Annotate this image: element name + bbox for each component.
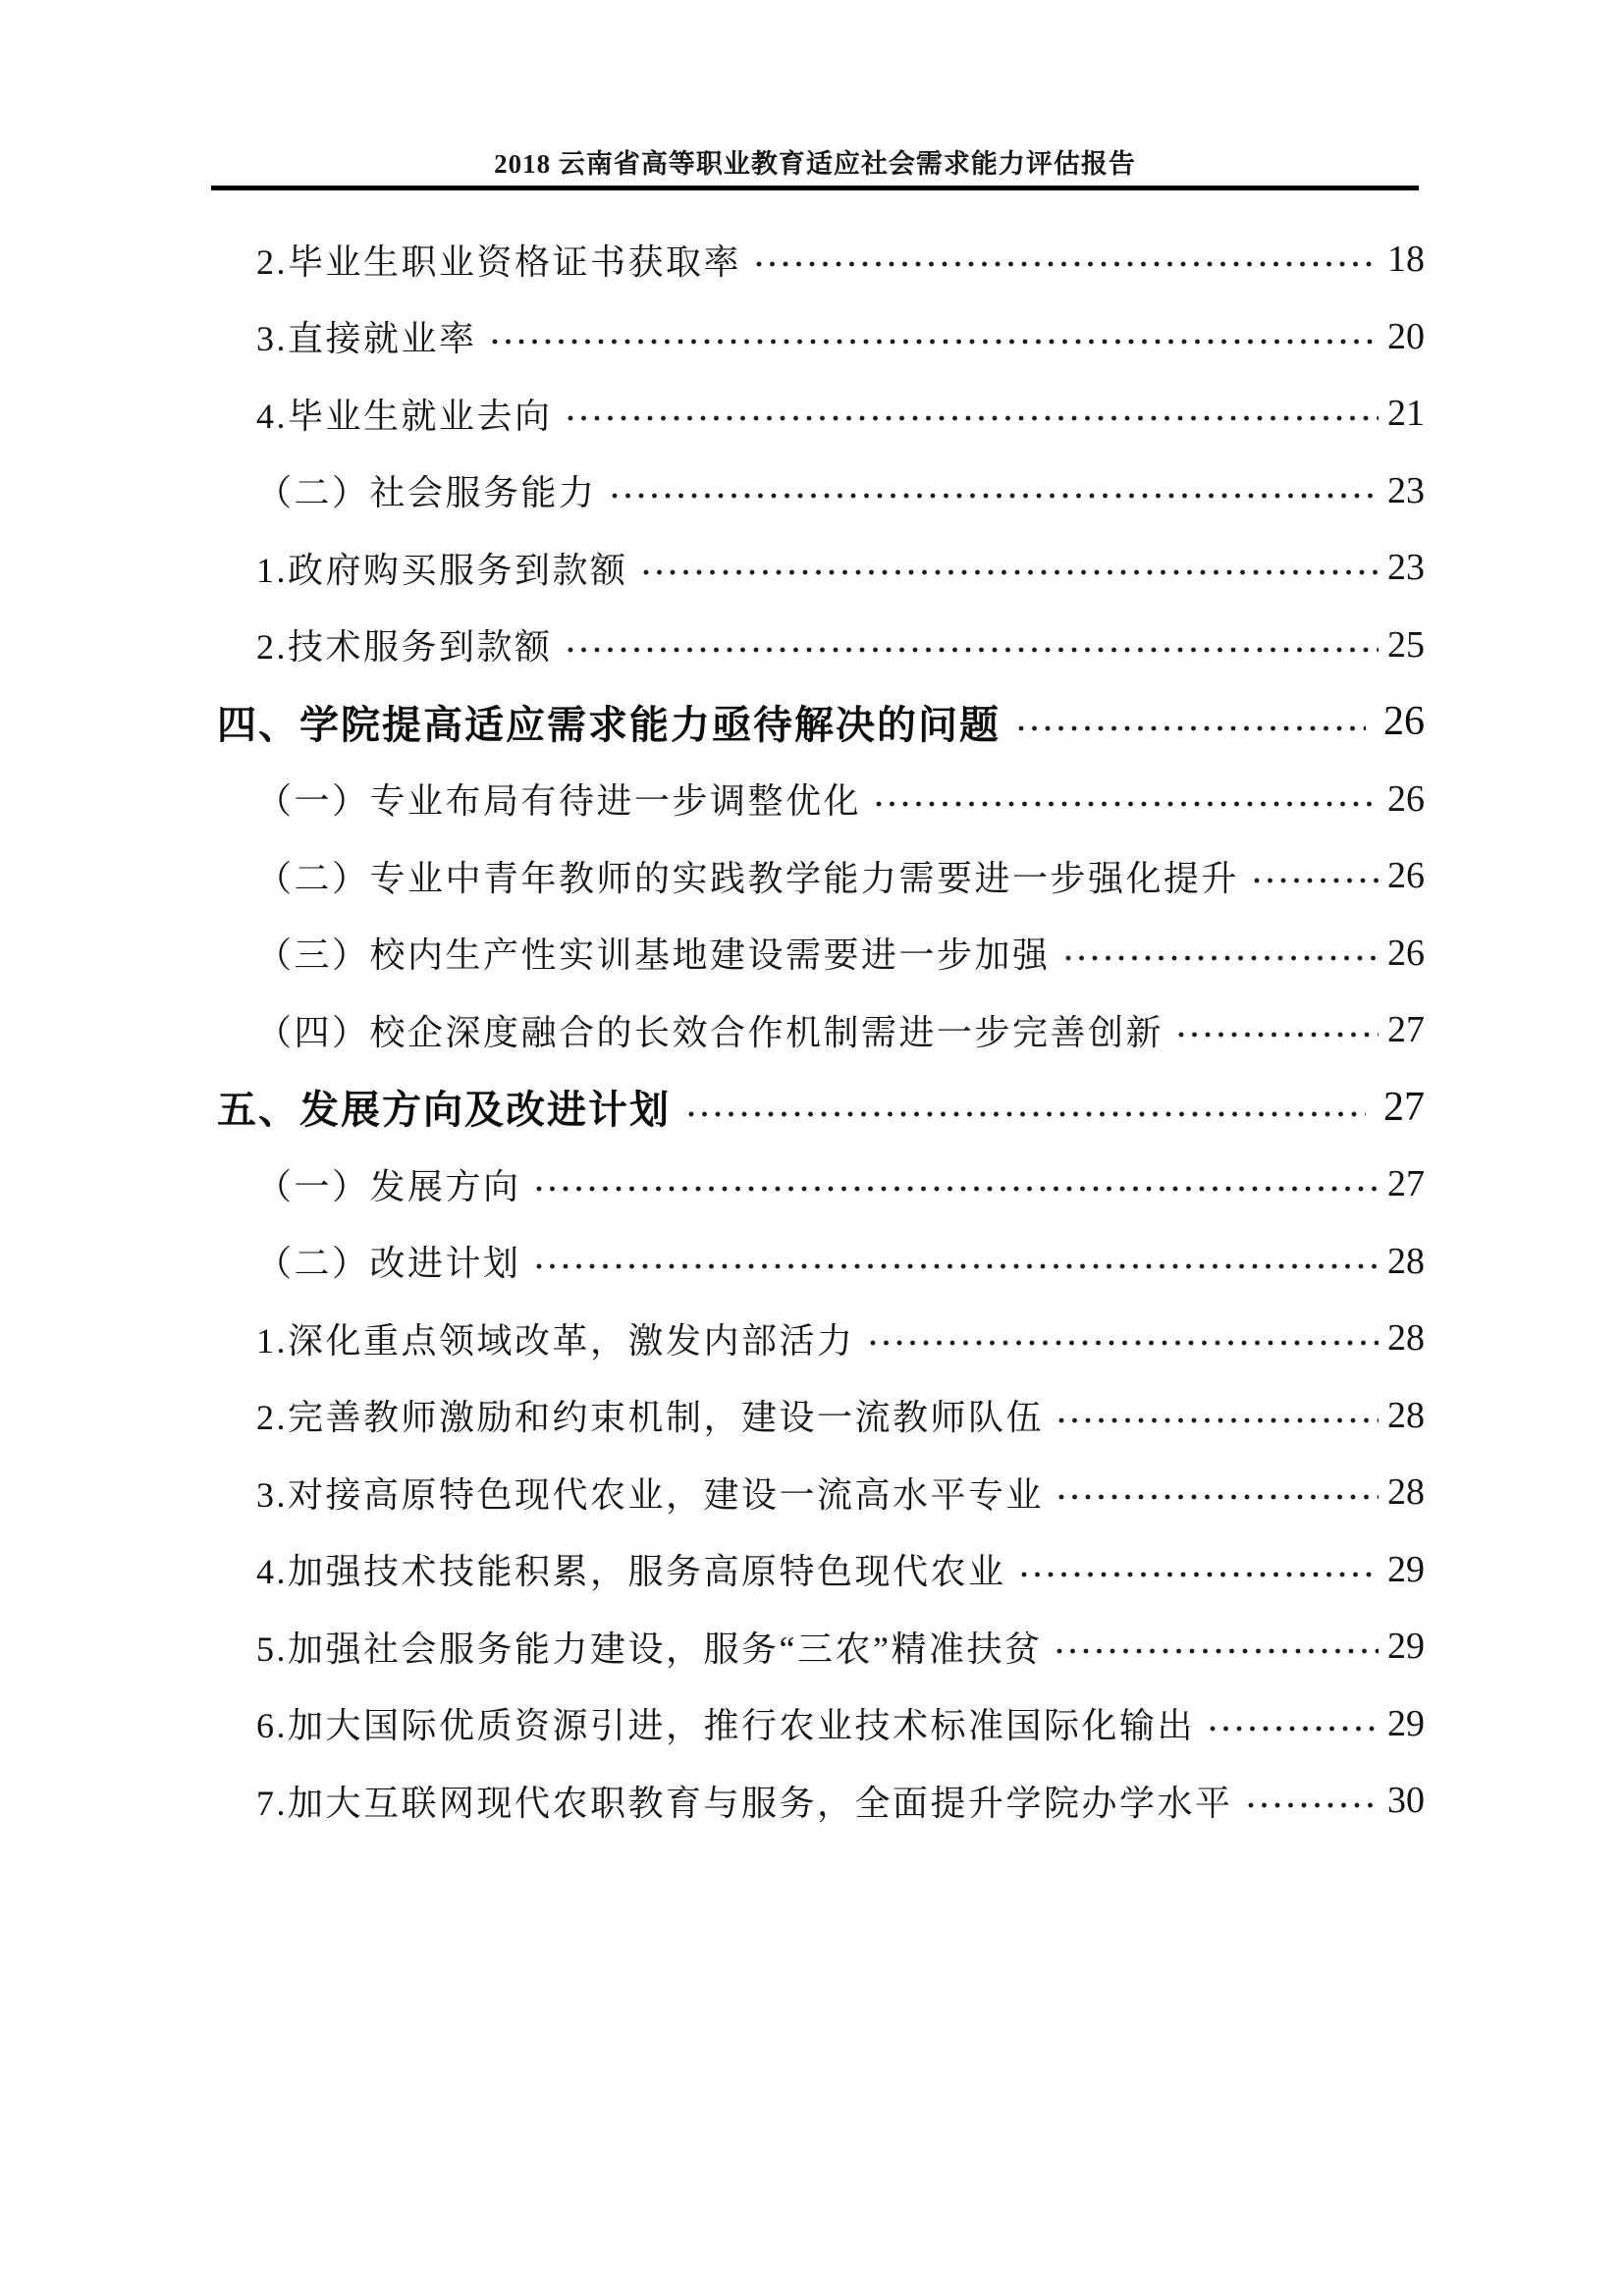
toc-entry-page-number: 27 <box>1387 1163 1425 1205</box>
toc-entry <box>211 915 1425 992</box>
toc-entry <box>211 761 1425 838</box>
toc-entry-label: （一）专业布局有待进一步调整优化 <box>256 781 862 822</box>
dot-leader <box>1065 954 1379 962</box>
toc-entry <box>211 221 1425 298</box>
toc-entry-page-number: 18 <box>1387 239 1425 281</box>
toc-entry-label: （四）校企深度融合的长效合作机制需进一步完善创新 <box>256 1012 1164 1052</box>
dot-leader <box>1058 1493 1379 1501</box>
toc-entry-page-number: 28 <box>1387 1471 1425 1514</box>
toc-entry-label: 3.直接就业率 <box>256 319 477 359</box>
dot-leader <box>756 260 1379 268</box>
toc-entry-page-number: 28 <box>1387 1394 1425 1436</box>
toc-entry-label: 7.加大互联网现代农职教育与服务，全面提升学院办学水平 <box>256 1783 1233 1823</box>
toc-entry-page-number: 25 <box>1387 623 1425 666</box>
toc-entry-page-number: 29 <box>1387 1626 1425 1668</box>
table-of-contents <box>211 221 1425 1840</box>
toc-entry <box>211 1685 1425 1763</box>
toc-entry-label: （一）发展方向 <box>256 1166 521 1206</box>
toc-entry <box>211 1146 1425 1223</box>
dot-leader <box>1056 1647 1379 1655</box>
toc-entry-label: 2.技术服务到款额 <box>256 627 553 667</box>
toc-entry-label: 1.政府购买服务到款额 <box>256 550 628 590</box>
toc-entry-label: 四、学院提高适应需求能力亟待解决的问题 <box>217 702 1001 747</box>
toc-entry <box>211 298 1425 376</box>
dot-leader <box>612 492 1379 500</box>
toc-entry-page-number: 23 <box>1387 547 1425 589</box>
toc-entry <box>211 1377 1425 1455</box>
dot-leader <box>1021 1571 1379 1578</box>
toc-entry-label: 4.加强技术技能积累，服务高原特色现代农业 <box>256 1552 1006 1592</box>
toc-entry-label: 2.完善教师激励和约束机制，建设一流教师队伍 <box>256 1398 1045 1438</box>
toc-entry-page-number: 30 <box>1387 1780 1425 1822</box>
dot-leader <box>536 1262 1379 1270</box>
toc-entry <box>211 1223 1425 1301</box>
toc-entry <box>211 837 1425 915</box>
toc-entry-label: 五、发展方向及改进计划 <box>217 1088 671 1133</box>
toc-entry-page-number: 27 <box>1387 1009 1425 1051</box>
toc-entry-label: 1.深化重点领域改革，激发内部活力 <box>256 1320 855 1361</box>
toc-entry-page-number: 26 <box>1387 855 1425 897</box>
header-rule <box>211 186 1419 190</box>
toc-entry <box>211 453 1425 530</box>
toc-entry-page-number: 23 <box>1387 469 1425 511</box>
dot-leader <box>568 414 1379 422</box>
dot-leader <box>876 800 1379 808</box>
toc-entry-label: （三）校内生产性实训基地建设需要进一步加强 <box>256 935 1051 976</box>
dot-leader <box>1210 1725 1379 1733</box>
dot-leader <box>1018 724 1366 732</box>
dot-leader <box>870 1339 1379 1347</box>
toc-entry <box>211 1454 1425 1531</box>
dot-leader <box>1248 1801 1379 1809</box>
toc-entry-label: （二）社会服务能力 <box>256 473 597 513</box>
toc-entry-label: （二）专业中青年教师的实践教学能力需要进一步强化提升 <box>256 858 1240 898</box>
toc-entry-page-number: 26 <box>1387 777 1425 820</box>
dot-leader <box>1178 1031 1379 1039</box>
toc-entry-page-number: 28 <box>1387 1317 1425 1360</box>
toc-entry-label: 2.毕业生职业资格证书获取率 <box>256 241 742 282</box>
toc-entry <box>211 683 1425 761</box>
toc-entry-page-number: 21 <box>1387 393 1425 435</box>
toc-entry-page-number: 28 <box>1387 1240 1425 1282</box>
toc-entry <box>211 1608 1425 1685</box>
dot-leader <box>1058 1416 1379 1424</box>
toc-entry-page-number: 27 <box>1383 1084 1425 1130</box>
dot-leader <box>568 646 1379 654</box>
toc-entry-label: 3.对接高原特色现代农业，建设一流高水平专业 <box>256 1474 1045 1515</box>
toc-entry <box>211 529 1425 607</box>
toc-entry-page-number: 29 <box>1387 1702 1425 1744</box>
toc-entry <box>211 1531 1425 1609</box>
dot-leader <box>492 338 1379 346</box>
dot-leader <box>536 1185 1379 1193</box>
dot-leader <box>688 1110 1366 1118</box>
toc-entry-page-number: 26 <box>1387 932 1425 974</box>
toc-entry-label: （二）改进计划 <box>256 1244 521 1284</box>
toc-entry <box>211 607 1425 684</box>
toc-entry <box>211 1762 1425 1840</box>
toc-entry <box>211 1069 1425 1147</box>
toc-entry <box>211 991 1425 1069</box>
toc-entry-label: 6.加大国际优质资源引进，推行农业技术标准国际化输出 <box>256 1706 1196 1746</box>
running-header-title: 2018 云南省高等职业教育适应社会需求能力评估报告 <box>494 149 1136 179</box>
dot-leader <box>643 568 1379 576</box>
toc-entry <box>211 1300 1425 1377</box>
toc-entry-label: 5.加强社会服务能力建设，服务“三农”精准扶贫 <box>256 1629 1043 1669</box>
toc-entry <box>211 375 1425 453</box>
toc-entry-page-number: 29 <box>1387 1548 1425 1590</box>
toc-entry-label: 4.毕业生就业去向 <box>256 396 553 436</box>
toc-entry-page-number: 20 <box>1387 315 1425 357</box>
toc-entry-page-number: 26 <box>1383 699 1425 745</box>
dot-leader <box>1254 877 1379 884</box>
